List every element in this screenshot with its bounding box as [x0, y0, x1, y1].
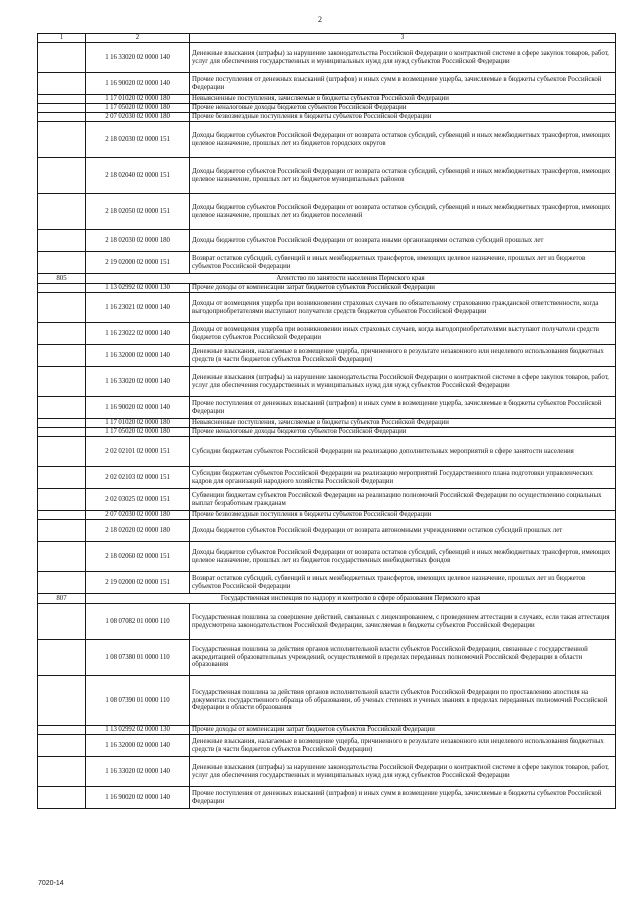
- table-row: [38, 293, 616, 323]
- revenue-description: Прочие доходы от компенсации затрат бюджетов субъектов Российской Федерации: [190, 726, 616, 735]
- revenue-description: Доходы бюджетов субъектов Российской Федерации от возврата остатков субсидий, субвенций и иных межбюджетных трансфертов, имеющих целевое назначение, прошлых лет из бюджетов городских округов: [190, 122, 616, 158]
- empty-cell: [38, 437, 86, 467]
- revenue-description: Государственная пошлина за совершение действий, связанных с лицензированием, с проведением аттестации в случаях, если такая аттестация предусмотрена законодательством Российской Федерации, зачисляемая в бюджеты субъектов Российской Федерации: [190, 604, 616, 640]
- budget-classification-code: 1 16 33020 02 0000 140: [86, 367, 190, 397]
- empty-cell: [38, 467, 86, 489]
- section-header-row: [38, 594, 616, 604]
- revenue-description: Доходы от возмещения ущерба при возникновении страховых случаев по обязательному страхованию гражданской ответственности, когда выгодоприобретателями выступают получатели средств бюджетов субъектов Российской Федерации: [190, 293, 616, 323]
- revenue-description: Прочие поступления от денежных взысканий (штрафов) и иных сумм в возмещение ущерба, зачисляемые в бюджеты субъектов Российской Федерации: [190, 397, 616, 419]
- revenue-description: Государственная пошлина за действия органов исполнительной власти субъектов Российской Федерации, связанные с государственной аккредитацией образовательных учреждений, осуществляемой в пределах переданных полномочий Российской Федерации в области образования: [190, 640, 616, 676]
- table-row: [38, 367, 616, 397]
- revenue-description: Прочие поступления от денежных взысканий (штрафов) и иных сумм в возмещение ущерба, зачисляемые в бюджеты субъектов Российской Федерации: [190, 787, 616, 809]
- table-row: [38, 284, 616, 293]
- empty-cell: [38, 676, 86, 726]
- empty-cell: [38, 726, 86, 735]
- budget-classification-code: 1 16 32000 02 0000 140: [86, 345, 190, 367]
- revenue-description: Доходы бюджетов субъектов Российской Федерации от возврата автономными учреждениями остатков субсидий прошлых лет: [190, 520, 616, 542]
- empty-cell: [38, 735, 86, 757]
- empty-cell: [38, 345, 86, 367]
- budget-classification-code: 1 16 33020 02 0000 140: [86, 43, 190, 73]
- empty-cell: [38, 511, 86, 520]
- table-row: [38, 735, 616, 757]
- budget-classification-code: 2 18 02060 02 0000 151: [86, 542, 190, 572]
- empty-cell: [38, 572, 86, 594]
- revenue-description: Прочие неналоговые доходы бюджетов субъектов Российской Федерации: [190, 104, 616, 113]
- empty-cell: [38, 43, 86, 73]
- budget-classification-code: 1 16 23022 02 0000 140: [86, 323, 190, 345]
- table-row: [38, 787, 616, 809]
- empty-cell: [38, 604, 86, 640]
- budget-classification-code: 1 17 01020 02 0000 180: [86, 95, 190, 104]
- table-row: [38, 726, 616, 735]
- table-row: [38, 397, 616, 419]
- table-row: [38, 113, 616, 122]
- empty-cell: [38, 397, 86, 419]
- revenue-description: Прочие поступления от денежных взысканий (штрафов) и иных сумм в возмещение ущерба, зачисляемые в бюджеты субъектов Российской Федерации: [190, 73, 616, 95]
- empty-cell: [38, 122, 86, 158]
- empty-cell: [38, 489, 86, 511]
- administrator-code: 807: [38, 594, 86, 604]
- revenue-description: Прочие доходы от компенсации затрат бюджетов субъектов Российской Федерации: [190, 284, 616, 293]
- table-row: [38, 437, 616, 467]
- budget-classification-code: 2 18 02020 02 0000 180: [86, 520, 190, 542]
- budget-classification-code: 2 02 03025 02 0000 151: [86, 489, 190, 511]
- empty-cell: [38, 293, 86, 323]
- table-row: [38, 104, 616, 113]
- empty-cell: [38, 194, 86, 230]
- empty-cell: [38, 757, 86, 787]
- empty-cell: [38, 367, 86, 397]
- revenue-description: Денежные взыскания (штрафы) за нарушение законодательства Российской Федерации о контрактной системе в сфере закупок товаров, работ, услуг для обеспечения государственных и муниципальных нужд для нужд субъектов Российской Федерации: [190, 367, 616, 397]
- empty-cell: [38, 419, 86, 428]
- table-row: [38, 252, 616, 274]
- budget-classification-code: 1 08 07082 01 0000 110: [86, 604, 190, 640]
- empty-cell: [38, 323, 86, 345]
- revenue-description: Невыясненные поступления, зачисляемые в бюджеты субъектов Российской Федерации: [190, 95, 616, 104]
- revenue-description: Доходы бюджетов субъектов Российской Федерации от возврата остатков субсидий, субвенций и иных межбюджетных трансфертов, имеющих целевое назначение, прошлых лет из бюджетов государственных внебюджетных фондов: [190, 542, 616, 572]
- budget-classification-code: 1 17 05020 02 0000 180: [86, 104, 190, 113]
- revenue-description: Возврат остатков субсидий, субвенций и иных межбюджетных трансфертов, имеющих целевое назначение, прошлых лет из бюджетов субъектов Российской Федерации: [190, 572, 616, 594]
- table-row: [38, 194, 616, 230]
- table-row: [38, 73, 616, 95]
- budget-classification-code: 2 19 02000 02 0000 151: [86, 252, 190, 274]
- table-row: [38, 230, 616, 252]
- empty-cell: [38, 158, 86, 194]
- budget-classification-code: 1 17 01020 02 0000 180: [86, 419, 190, 428]
- table-row: [38, 428, 616, 437]
- column-1-header: 1: [38, 34, 86, 43]
- revenue-description: Денежные взыскания (штрафы) за нарушение законодательства Российской Федерации о контрактной системе в сфере закупок товаров, работ, услуг для обеспечения государственных и муниципальных нужд для нужд субъектов Российской Федерации: [190, 757, 616, 787]
- budget-classification-code: 1 16 90020 02 0000 140: [86, 397, 190, 419]
- empty-cell: [38, 787, 86, 809]
- table-row: [38, 757, 616, 787]
- table-row: [38, 158, 616, 194]
- revenue-description: Возврат остатков субсидий, субвенций и иных межбюджетных трансфертов, имеющих целевое назначение, прошлых лет из бюджетов субъектов Российской Федерации: [190, 252, 616, 274]
- empty-cell: [38, 428, 86, 437]
- table-row: [38, 419, 616, 428]
- column-number-row: [38, 34, 616, 43]
- budget-classification-code: 2 19 02000 02 0000 151: [86, 572, 190, 594]
- revenue-description: Прочие безвозмездные поступления в бюджеты субъектов Российской Федерации: [190, 113, 616, 122]
- empty-cell: [38, 73, 86, 95]
- table-row: [38, 122, 616, 158]
- revenue-description: Доходы бюджетов субъектов Российской Федерации от возврата остатков субсидий, субвенций и иных межбюджетных трансфертов, имеющих целевое назначение, прошлых лет из бюджетов муниципальных районов: [190, 158, 616, 194]
- budget-classification-code: 1 13 02992 02 0000 130: [86, 726, 190, 735]
- budget-classification-code: 1 16 32000 02 0000 140: [86, 735, 190, 757]
- revenue-description: Доходы бюджетов субъектов Российской Федерации от возврата иными организациями остатков субсидий прошлых лет: [190, 230, 616, 252]
- revenue-description: Прочие безвозмездные поступления в бюджеты субъектов Российской Федерации: [190, 511, 616, 520]
- empty-cell: [38, 542, 86, 572]
- revenue-description: Субвенции бюджетам субъектов Российской Федерации на реализацию полномочий Российской Федерации по осуществлению социальных выплат безработным гражданам: [190, 489, 616, 511]
- administrator-code: 805: [38, 274, 86, 284]
- table-row: [38, 467, 616, 489]
- budget-classification-code: 1 16 23021 02 0000 140: [86, 293, 190, 323]
- empty-cell: [38, 640, 86, 676]
- empty-cell: [38, 95, 86, 104]
- page-number: 2: [318, 15, 322, 24]
- budget-classification-code: 2 07 02030 02 0000 180: [86, 511, 190, 520]
- table-row: [38, 572, 616, 594]
- budget-classification-code: 2 02 02101 02 0000 151: [86, 437, 190, 467]
- table-row: [38, 604, 616, 640]
- table-row: [38, 511, 616, 520]
- revenue-description: Невыясненные поступления, зачисляемые в бюджеты субъектов Российской Федерации: [190, 419, 616, 428]
- budget-classification-code: 1 16 33020 02 0000 140: [86, 757, 190, 787]
- revenue-description: Прочие неналоговые доходы бюджетов субъектов Российской Федерации: [190, 428, 616, 437]
- budget-classification-code: 1 08 07380 01 0000 110: [86, 640, 190, 676]
- table-row: [38, 520, 616, 542]
- table-row: [38, 676, 616, 726]
- budget-classification-code: 1 17 05020 02 0000 180: [86, 428, 190, 437]
- revenue-description: Денежные взыскания (штрафы) за нарушение законодательства Российской Федерации о контрактной системе в сфере закупок товаров, работ, услуг для обеспечения государственных и муниципальных нужд для нужд субъектов Российской Федерации: [190, 43, 616, 73]
- revenue-description: Государственная пошлина за действия органов исполнительной власти субъектов Российской Федерации по проставлению апостиля на документах государственного образца об образовании, об ученых степенях и ученых званиях в пределах переданных полномочий Российской Федерации в области образования: [190, 676, 616, 726]
- table-row: [38, 489, 616, 511]
- empty-cell: [38, 104, 86, 113]
- table-row: [38, 640, 616, 676]
- revenue-description: Доходы от возмещения ущерба при возникновении иных страховых случаев, когда выгодоприобретателями выступают получатели средств бюджетов субъектов Российской Федерации: [190, 323, 616, 345]
- table-row: [38, 95, 616, 104]
- table-row: [38, 345, 616, 367]
- budget-classification-code: 2 07 02030 02 0000 180: [86, 113, 190, 122]
- budget-classification-code: 2 18 02040 02 0000 151: [86, 158, 190, 194]
- revenue-description: Доходы бюджетов субъектов Российской Федерации от возврата остатков субсидий, субвенций и иных межбюджетных трансфертов, имеющих целевое назначение, прошлых лет из бюджетов поселений: [190, 194, 616, 230]
- revenue-description: Субсидии бюджетам субъектов Российской Федерации на реализацию мероприятий Государственного плана подготовки управленческих кадров для организаций народного хозяйства Российской Федерации: [190, 467, 616, 489]
- budget-classification-code: 2 02 02103 02 0000 151: [86, 467, 190, 489]
- revenue-description: Субсидии бюджетам субъектов Российской Федерации на реализацию дополнительных мероприятий в сфере занятости населения: [190, 437, 616, 467]
- budget-classification-code: 1 13 02992 02 0000 130: [86, 284, 190, 293]
- column-3-header: 3: [190, 34, 616, 43]
- empty-cell: [38, 113, 86, 122]
- empty-cell: [38, 230, 86, 252]
- table-row: [38, 542, 616, 572]
- budget-classification-code: 1 16 90020 02 0000 140: [86, 787, 190, 809]
- budget-classification-code: 2 18 02030 02 0000 180: [86, 230, 190, 252]
- administrator-name: Агентство по занятости населения Пермского края: [86, 274, 616, 284]
- table-row: [38, 43, 616, 73]
- empty-cell: [38, 252, 86, 274]
- budget-codes-table: [37, 33, 616, 809]
- budget-classification-code: 2 18 02050 02 0000 151: [86, 194, 190, 230]
- empty-cell: [38, 284, 86, 293]
- revenue-description: Денежные взыскания, налагаемые в возмещение ущерба, причиненного в результате незаконного или нецелевого использования бюджетных средств (в части бюджетов субъектов Российской Федерации): [190, 345, 616, 367]
- administrator-name: Государственная инспекция по надзору и контролю в сфере образования Пермского края: [86, 594, 616, 604]
- section-header-row: [38, 274, 616, 284]
- column-2-header: 2: [86, 34, 190, 43]
- footer-code: 7020-14: [38, 880, 64, 887]
- budget-classification-code: 1 08 07390 01 0000 110: [86, 676, 190, 726]
- table-row: [38, 323, 616, 345]
- revenue-description: Денежные взыскания, налагаемые в возмещение ущерба, причиненного в результате незаконного или нецелевого использования бюджетных средств (в части бюджетов субъектов Российской Федерации): [190, 735, 616, 757]
- budget-classification-code: 2 18 02030 02 0000 151: [86, 122, 190, 158]
- empty-cell: [38, 520, 86, 542]
- table-body: [38, 34, 616, 809]
- budget-classification-code: 1 16 90020 02 0000 140: [86, 73, 190, 95]
